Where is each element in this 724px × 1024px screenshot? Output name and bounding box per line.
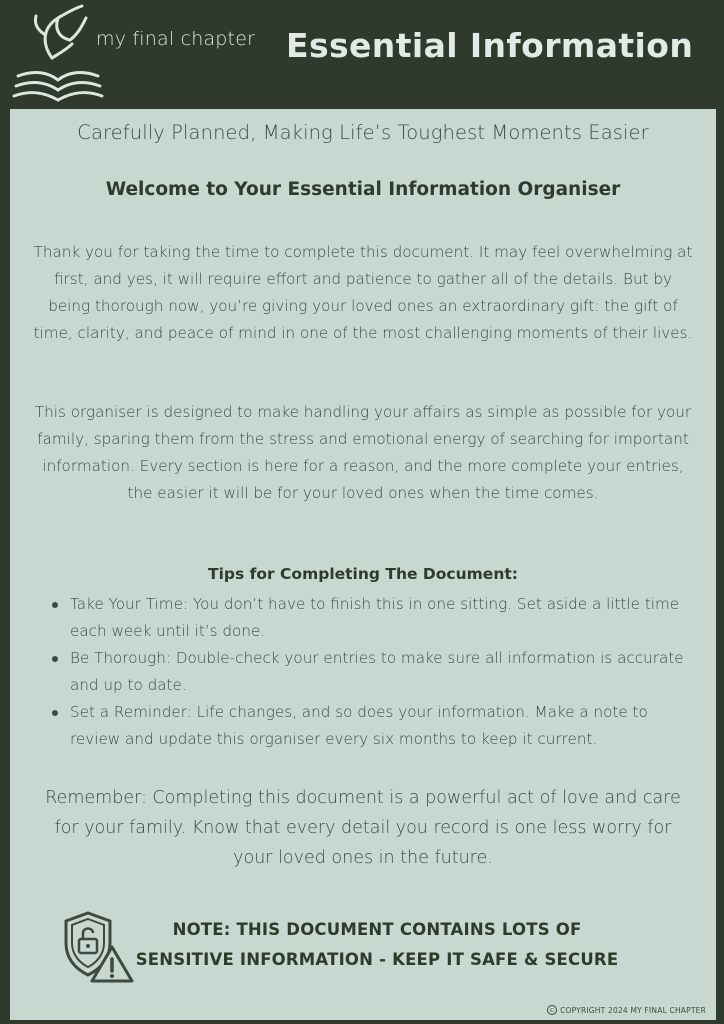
tagline: Carefully Planned, Making Life’s Toughest Moments Easier: [77, 121, 649, 144]
copyright-notice: [547, 1005, 706, 1015]
dove-book-logo-icon: [12, 4, 108, 102]
copyright-icon: c: [547, 1005, 557, 1015]
content-panel: [10, 109, 716, 1020]
shield-lock-warning-icon: [58, 909, 134, 983]
page-title: Essential Information: [286, 26, 694, 65]
brand-name: my final chapter: [96, 28, 256, 50]
list-item: Take Your Time: You don’t have to finish this in one sitting. Set aside a little time each week until it’s done.: [50, 591, 690, 645]
intro-paragraph: Thank you for taking the time to complete this document. It may feel overwhelming at first, and yes, it will require effort and patience to gather all of the details. But by being thorough now, you’re giving your loved ones an extraordinary gift: the gift of time, clarity, and peace of mind in one of the most challenging moments of their lives.: [33, 243, 693, 342]
list-item: Set a Reminder: Life changes, and so does your information. Make a note to review and update this organiser every six months to keep it current.: [50, 699, 690, 753]
list-item: Be Thorough: Double-check your entries to make sure all information is accurate and up to date.: [50, 645, 690, 699]
security-note: NOTE: THIS DOCUMENT CONTAINS LOTS OF SENSITIVE INFORMATION - KEEP IT SAFE & SECURE: [135, 920, 619, 969]
purpose-paragraph: This organiser is designed to make handling your affairs as simple as possible for your family, sparing them from the stress and emotional energy of searching for important information. Every section is here for a reason, and the more complete your entries, the easier it will be for your loved ones when the time comes.: [34, 403, 692, 502]
tips-heading: Tips for Completing The Document:: [208, 565, 518, 583]
welcome-heading: Welcome to Your Essential Information Organiser: [105, 179, 621, 200]
tips-list: [50, 591, 690, 753]
page-header: [0, 0, 724, 104]
remember-paragraph: Remember: Completing this document is a powerful act of love and care for your family. Know that every detail you record is one less worry for your loved ones in the future.: [45, 788, 681, 868]
copyright-text: COPYRIGHT 2024 MY FINAL CHAPTER: [560, 1005, 706, 1015]
